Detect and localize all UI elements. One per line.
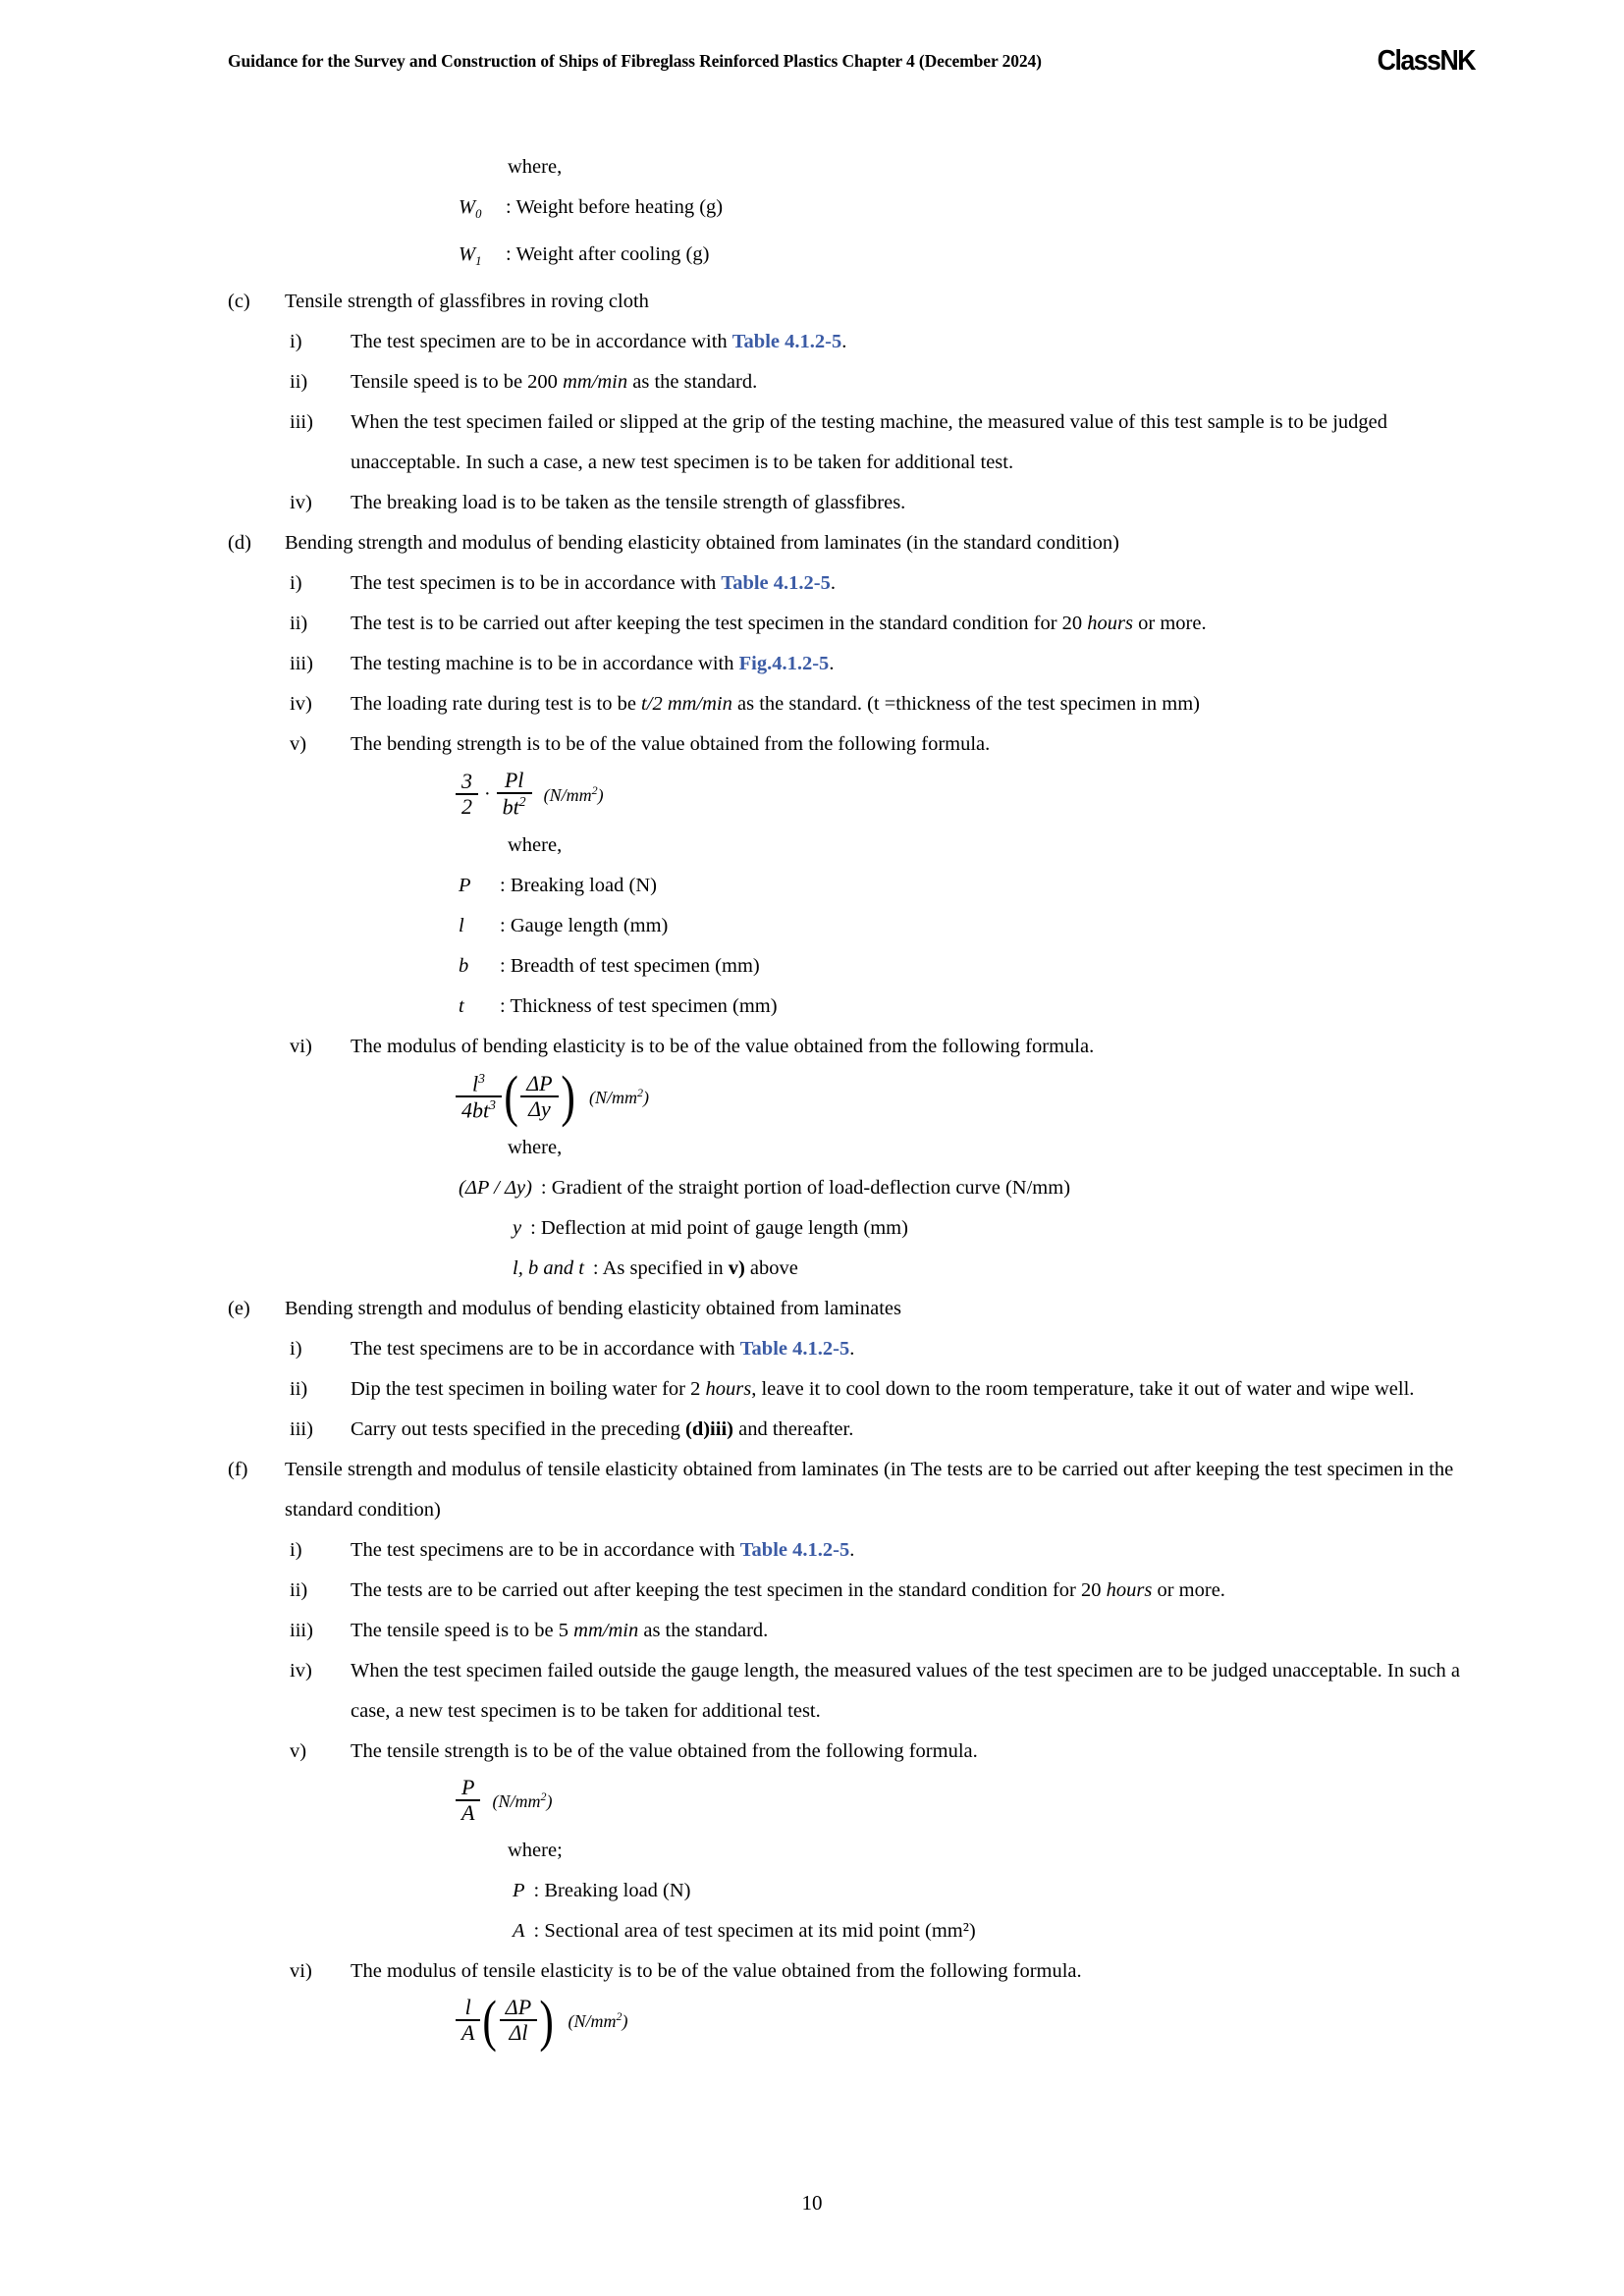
symbol-w1-desc: : Weight after cooling (g)	[506, 243, 710, 266]
section-d-marker: (d)	[228, 532, 251, 555]
section-e-title: Bending strength and modulus of bending elasticity obtained from laminates	[285, 1298, 901, 1320]
item-marker: ii)	[290, 1579, 308, 1602]
symbol-definition-y	[513, 1208, 1477, 1249]
where-label-d-v: where,	[508, 833, 563, 856]
item-marker: i)	[290, 572, 302, 595]
symbol-lbt-desc: : As specified in v) above	[592, 1257, 798, 1280]
section-f-item-iii	[290, 1611, 1477, 1651]
fraction-deltap-over-deltay: $\frac{\Delta P}{\Delta y}$	[520, 1072, 558, 1121]
item-marker: iv)	[290, 693, 312, 716]
item-text: The tests are to be carried out after keeping the test specimen in the standard condition for 20 hours or more.	[351, 1579, 1225, 1602]
section-e-item-i	[290, 1329, 1477, 1369]
section-c-item-iv	[290, 483, 1477, 523]
symbol-a: A	[513, 1920, 525, 1943]
section-f-heading	[228, 1450, 1477, 1530]
fraction-three-halves: $\frac{3}{2}$	[456, 770, 478, 819]
symbol-l: l	[459, 914, 464, 936]
section-c-item-ii	[290, 362, 1477, 402]
item-text: The tensile speed is to be 5 mm/min as the standard.	[351, 1620, 769, 1642]
symbol-definition-p	[459, 866, 1477, 906]
item-marker: i)	[290, 1338, 302, 1361]
section-f-marker: (f)	[228, 1459, 248, 1481]
symbol-a-desc: : Sectional area of test specimen at its mid point (mm²)	[533, 1920, 976, 1943]
item-text: When the test specimen failed or slipped at the grip of the testing machine, the measured value of this test sample is to be judged unacceptable. In such a case, a new test specimen is to be taken for additional test.	[351, 411, 1388, 474]
symbol-definition-l	[459, 906, 1477, 946]
item-marker: ii)	[290, 371, 308, 394]
section-c-marker: (c)	[228, 291, 250, 313]
cross-reference-v[interactable]: v)	[728, 1257, 745, 1280]
reference-link-table[interactable]: Table 4.1.2-5	[721, 572, 831, 595]
item-marker: vi)	[290, 1960, 312, 1983]
formula-bending-modulus	[456, 1064, 1477, 1129]
formula-unit: $(N/mm^2)$	[543, 782, 604, 805]
item-text: The loading rate during test is to be t/2 mm/min as the standard. (t =thickness of the test specimen in mm)	[351, 693, 1200, 716]
item-text: The test specimen is to be in accordance with Table 4.1.2-5.	[351, 572, 836, 595]
formula-unit: $(N/mm^2)$	[568, 2009, 628, 2032]
symbol-p-desc: : Breaking load (N)	[533, 1880, 691, 1902]
section-f-item-i	[290, 1530, 1477, 1571]
item-text: When the test specimen failed outside the gauge length, the measured values of the test specimen are to be judged unacceptable. In such a case, a new test specimen is to be taken for additional test.	[351, 1660, 1460, 1723]
section-f-item-iv	[290, 1651, 1477, 1732]
item-text: The test specimens are to be in accordance with Table 4.1.2-5.	[351, 1539, 855, 1562]
item-text: The test specimen are to be in accordance with Table 4.1.2-5.	[351, 331, 847, 353]
section-c-item-iii	[290, 402, 1477, 483]
section-e-marker: (e)	[228, 1298, 250, 1320]
formula-tensile-strength	[456, 1776, 1477, 1825]
symbol-definition-p-f	[513, 1871, 1477, 1911]
item-marker: v)	[290, 733, 307, 756]
symbol-w0-desc: : Weight before heating (g)	[506, 196, 724, 218]
symbol-delta-p-delta-y: (ΔP / Δy)	[459, 1177, 532, 1200]
formula-bending-strength	[456, 769, 1477, 819]
left-paren: (	[504, 1064, 518, 1129]
formula-unit: $(N/mm^2)$	[492, 1789, 553, 1812]
fraction-pl-over-bt2: $\frac{Pl}{bt^2}$	[497, 769, 532, 819]
page-number: 10	[801, 2191, 823, 2215]
item-marker: vi)	[290, 1035, 312, 1057]
item-marker: iii)	[290, 653, 313, 675]
item-marker: i)	[290, 1539, 302, 1562]
item-marker: iv)	[290, 1660, 312, 1682]
section-d-item-iv	[290, 684, 1477, 724]
section-d-title: Bending strength and modulus of bending elasticity obtained from laminates (in the standard condition)	[285, 532, 1119, 555]
symbol-definition-b	[459, 946, 1477, 987]
right-paren: )	[539, 1988, 555, 2053]
symbol-b-desc: : Breadth of test specimen (mm)	[500, 954, 760, 977]
page-content	[228, 147, 1477, 2051]
fraction-l-over-a: $\frac{l}{A}$	[456, 1996, 480, 2045]
left-paren: (	[482, 1988, 498, 2053]
item-text: The tensile strength is to be of the value obtained from the following formula.	[351, 1740, 978, 1763]
symbol-p: P	[459, 874, 471, 896]
symbol-definition-w0	[459, 187, 1477, 235]
section-f-item-ii	[290, 1571, 1477, 1611]
section-e-item-ii	[290, 1369, 1477, 1410]
item-text: The test specimens are to be in accordance with Table 4.1.2-5.	[351, 1338, 855, 1361]
item-marker: v)	[290, 1740, 307, 1763]
symbol-y-desc: : Deflection at mid point of gauge length (mm)	[530, 1217, 908, 1240]
item-marker: ii)	[290, 613, 308, 635]
section-c-title: Tensile strength of glassfibres in roving cloth	[285, 291, 649, 313]
item-marker: iv)	[290, 492, 312, 514]
item-text: The modulus of tensile elasticity is to be of the value obtained from the following formula.	[351, 1960, 1082, 1983]
reference-link-table[interactable]: Table 4.1.2-5	[739, 1338, 850, 1361]
symbol-definition-a	[513, 1911, 1477, 1951]
symbol-y: y	[513, 1217, 522, 1240]
symbol-t: t	[459, 994, 464, 1017]
section-c-item-i	[290, 322, 1477, 362]
item-text: Dip the test specimen in boiling water for 2 hours, leave it to cool down to the room temperature, take it out of water and wipe well.	[351, 1378, 1415, 1401]
page-footer	[0, 2191, 1624, 2216]
section-d-item-vi	[290, 1027, 1477, 1067]
right-paren: )	[561, 1064, 575, 1129]
item-marker: iii)	[290, 1418, 313, 1441]
item-marker: iii)	[290, 1620, 313, 1642]
section-f-item-vi	[290, 1951, 1477, 1992]
cross-reference-d-iii[interactable]: (d)iii)	[685, 1418, 733, 1441]
fraction-p-over-a: $\frac{P}{A}$	[456, 1776, 480, 1825]
section-e-heading	[228, 1289, 1477, 1329]
symbol-definition-lbt	[513, 1249, 1477, 1289]
symbol-l-b-t: l, b and t	[513, 1257, 584, 1280]
symbol-definition-w1	[459, 235, 1477, 282]
item-text: Carry out tests specified in the preceding (d)iii) and thereafter.	[351, 1418, 854, 1441]
symbol-w1: $W_1$	[459, 243, 482, 269]
section-f-title: Tensile strength and modulus of tensile elasticity obtained from laminates (in The tests are to be carried out after keeping the test specimen in the standard condition)	[285, 1459, 1454, 1522]
fraction-deltap-over-deltal: $\frac{\Delta P}{\Delta l}$	[500, 1996, 537, 2045]
where-label-d-vi: where,	[508, 1137, 563, 1159]
reference-link-figure[interactable]: Fig.4.1.2-5	[738, 653, 830, 675]
section-f-item-v	[290, 1732, 1477, 1772]
symbol-definition-gradient	[459, 1168, 1477, 1208]
reference-link-table[interactable]: Table 4.1.2-5	[731, 331, 842, 353]
symbol-b: b	[459, 954, 469, 977]
fraction-l3-over-4bt3: $\frac{l^3}{4bt^3}$	[456, 1071, 502, 1123]
item-text: The test is to be carried out after keeping the test specimen in the standard condition for 20 hours or more.	[351, 613, 1207, 635]
symbol-definition-t	[459, 987, 1477, 1027]
formula-tensile-modulus	[456, 1988, 1477, 2053]
item-marker: ii)	[290, 1378, 308, 1401]
formula-unit: $(N/mm^2)$	[588, 1085, 649, 1107]
section-d-item-ii	[290, 604, 1477, 644]
section-d-item-iii	[290, 644, 1477, 684]
symbol-p-desc: : Breaking load (N)	[500, 874, 657, 896]
section-d-item-v	[290, 724, 1477, 765]
section-e-item-iii	[290, 1410, 1477, 1450]
item-text: The modulus of bending elasticity is to be of the value obtained from the following formula.	[351, 1035, 1095, 1057]
section-d-item-i	[290, 563, 1477, 604]
symbol-t-desc: : Thickness of test specimen (mm)	[500, 994, 778, 1017]
symbol-gradient-desc: : Gradient of the straight portion of load-deflection curve (N/mm)	[540, 1177, 1071, 1200]
symbol-p: P	[513, 1880, 525, 1902]
item-text: The testing machine is to be in accordance with Fig.4.1.2-5.	[351, 653, 835, 675]
symbol-l-desc: : Gauge length (mm)	[500, 914, 669, 936]
page-header	[228, 47, 1475, 76]
where-label-f-v: where;	[508, 1840, 563, 1862]
section-c-heading	[228, 282, 1477, 322]
multiplication-dot: ·	[484, 782, 491, 805]
item-marker: i)	[290, 331, 302, 353]
item-text: The bending strength is to be of the value obtained from the following formula.	[351, 733, 991, 756]
header-title: Guidance for the Survey and Construction of Ships of Fibreglass Reinforced Plastics Chapter 4 (December 2024)	[228, 51, 1042, 71]
item-text: Tensile speed is to be 200 mm/min as the standard.	[351, 371, 758, 394]
where-label-top: where,	[508, 156, 563, 178]
classnk-logo: ClassNK	[1377, 45, 1475, 77]
item-marker: iii)	[290, 411, 313, 434]
item-text: The breaking load is to be taken as the tensile strength of glassfibres.	[351, 492, 906, 514]
reference-link-table[interactable]: Table 4.1.2-5	[739, 1539, 850, 1562]
symbol-w0: $W_0$	[459, 196, 482, 222]
section-d-heading	[228, 523, 1477, 563]
